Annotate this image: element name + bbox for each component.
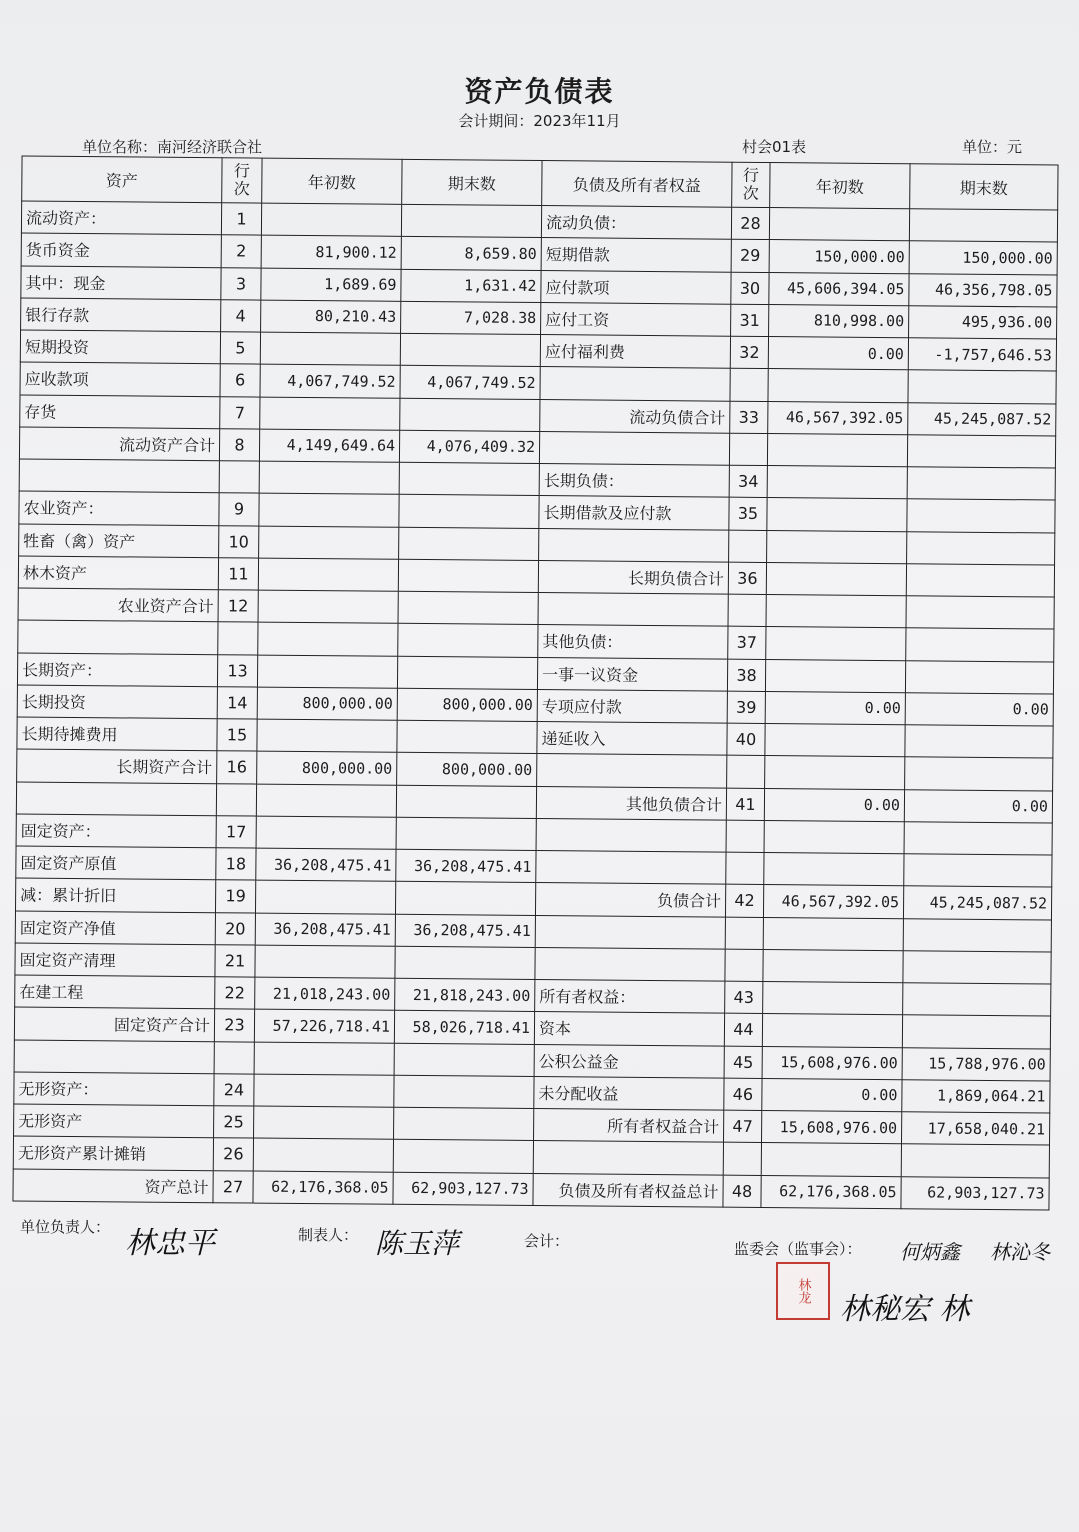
asset-end-value: 21,818,243.00 [395,978,535,1011]
asset-line-no: 7 [220,396,260,429]
asset-label: 银行存款 [21,298,221,332]
liability-line-no: 45 [724,1046,762,1079]
liability-line-no [723,1142,761,1175]
liability-begin-value: 150,000.00 [769,240,909,273]
liability-label [538,593,728,627]
liability-begin-value: 810,998.00 [769,304,909,337]
liability-end-value: 150,000.00 [909,241,1057,275]
asset-line-no: 4 [221,299,261,332]
liability-label [537,754,727,788]
liability-label: 其他负债： [538,625,728,659]
liability-label: 长期负债： [539,464,729,498]
liability-begin-value [763,917,903,950]
asset-line-no: 16 [217,751,257,784]
asset-begin-value [259,493,399,526]
asset-line-no: 5 [220,332,260,365]
asset-begin-value: 36,208,475.41 [255,913,395,946]
liability-line-no: 40 [727,723,765,756]
asset-line-no: 2 [221,235,261,268]
liability-end-value [903,950,1051,984]
liability-begin-value [764,820,904,853]
asset-end-value [396,785,536,818]
asset-end-value: 62,903,127.73 [393,1172,533,1206]
asset-label: 无形资产 [14,1104,214,1138]
header-liabilities: 负债及所有者权益 [542,161,732,208]
asset-end-value [397,720,537,753]
supervisor-signature-2: 林沁冬 [990,1240,1050,1264]
maker-signature: 陈玉萍 [375,1227,460,1260]
asset-end-value: 4,076,409.32 [399,430,539,463]
red-seal-stamp: 林龙 [776,1262,830,1320]
liability-begin-value [763,981,903,1014]
liability-end-value [907,499,1055,533]
asset-end-value [399,462,539,495]
liability-begin-value: 0.00 [765,691,905,724]
asset-line-no: 25 [214,1106,254,1139]
asset-label: 长期资产合计 [17,749,217,783]
asset-begin-value [257,719,397,752]
asset-label: 长期待摊费用 [17,717,217,751]
asset-end-value [396,817,536,850]
liability-label [539,528,729,562]
supervisor-label: 监委会（监事会）： [734,1240,862,1258]
liability-end-value: 45,245,087.52 [903,886,1051,920]
asset-end-value: 36,208,475.41 [395,914,535,947]
liability-line-no: 29 [731,239,769,272]
asset-label: 长期投资 [17,685,217,719]
asset-begin-value: 36,208,475.41 [256,848,396,881]
liability-label [533,1141,723,1175]
liability-begin-value: 0.00 [768,337,908,370]
liability-begin-value: 15,608,976.00 [761,1110,901,1143]
liability-end-value [901,1144,1049,1178]
liability-label: 应付款项 [541,270,731,304]
liability-line-no: 33 [730,401,768,434]
asset-begin-value: 1,689.69 [261,268,401,301]
asset-label: 在建工程 [15,975,215,1009]
liability-line-no [726,820,764,853]
liability-line-no: 46 [724,1078,762,1111]
liability-line-no [728,594,766,627]
asset-end-value [399,495,539,528]
liability-line-no: 44 [724,1013,762,1046]
liability-line-no: 28 [731,207,769,240]
asset-begin-value: 57,226,718.41 [254,1009,394,1042]
asset-label: 固定资产原值 [16,846,216,880]
asset-label: 应收款项 [20,362,220,396]
liability-begin-value [765,659,905,692]
asset-label: 固定资产： [16,814,216,848]
header-begin: 年初数 [770,163,910,209]
liability-end-value [905,725,1053,759]
liability-begin-value: 45,606,394.05 [769,272,909,305]
liability-begin-value [765,756,905,789]
accountant-label: 会计： [524,1232,570,1250]
liability-line-no [726,852,764,885]
asset-begin-value [260,397,400,430]
asset-begin-value: 800,000.00 [257,751,397,784]
header-end: 期末数 [910,164,1058,210]
liability-line-no: 36 [728,562,766,595]
asset-label: 其中：现金 [21,265,221,299]
liability-line-no [729,433,767,466]
header-end: 期末数 [402,159,542,205]
asset-begin-value: 81,900.12 [261,235,401,268]
liability-end-value: 15,788,976.00 [902,1047,1050,1081]
liability-line-no: 41 [726,788,764,821]
asset-end-value: 800,000.00 [397,753,537,786]
liability-label [536,851,726,885]
liability-begin-value [766,562,906,595]
asset-end-value [394,1043,534,1076]
liability-label: 所有者权益： [535,980,725,1014]
liability-line-no [725,917,763,950]
liability-begin-value: 46,567,392.05 [763,885,903,918]
liability-begin-value: 0.00 [764,788,904,821]
asset-line-no [219,461,259,494]
asset-label [16,781,216,815]
asset-end-value: 8,659.80 [401,237,541,270]
liability-end-value [904,854,1052,888]
asset-line-no: 1 [221,203,261,236]
asset-begin-value [254,1042,394,1075]
asset-label: 固定资产净值 [15,910,215,944]
liability-end-value [905,660,1053,694]
asset-label: 固定资产清理 [15,943,215,977]
liability-line-no: 48 [723,1175,761,1208]
asset-begin-value [260,332,400,365]
currency-unit: 单位：元 [962,138,1023,156]
asset-label: 存货 [20,394,220,428]
liability-label: 专项应付款 [537,689,727,723]
asset-end-value: 58,026,718.41 [394,1011,534,1044]
liability-end-value [907,434,1055,468]
liability-begin-value [767,466,907,499]
asset-begin-value: 4,149,649.64 [259,429,399,462]
asset-begin-value [259,526,399,559]
liability-label [540,367,730,401]
liability-begin-value [768,369,908,402]
header-line: 行次 [222,158,262,203]
asset-begin-value [257,655,397,688]
liability-end-value [903,983,1051,1017]
liability-end-value: 62,903,127.73 [901,1176,1049,1210]
header-line: 行次 [732,162,770,207]
asset-end-value [397,656,537,689]
asset-begin-value: 62,176,368.05 [253,1171,393,1205]
asset-label: 短期投资 [20,330,220,364]
asset-end-value [394,1107,534,1140]
asset-label: 减：累计折旧 [15,878,215,912]
asset-line-no: 19 [215,880,255,913]
liability-line-no: 37 [728,626,766,659]
asset-line-no [216,783,256,816]
liability-end-value [907,531,1055,565]
liability-line-no: 35 [729,497,767,530]
asset-label: 林木资产 [18,556,218,590]
liability-line-no [725,949,763,982]
asset-line-no: 15 [217,719,257,752]
asset-begin-value: 800,000.00 [257,687,397,720]
asset-end-value [399,527,539,560]
liability-end-value: 17,658,040.21 [901,1112,1049,1146]
form-number: 村会01表 [742,138,807,156]
liability-label: 公积公益金 [534,1044,724,1078]
liability-end-value: 495,936.00 [909,305,1057,339]
asset-end-value: 36,208,475.41 [396,849,536,882]
asset-label: 流动资产合计 [19,427,219,461]
asset-label: 无形资产累计摊销 [13,1136,213,1170]
asset-begin-value: 4,067,749.52 [260,364,400,397]
asset-end-value [394,1075,534,1108]
asset-begin-value [254,1074,394,1107]
asset-line-no: 12 [218,590,258,623]
liability-end-value [902,1015,1050,1049]
asset-end-value [393,1140,533,1173]
asset-line-no [218,622,258,655]
liability-begin-value: 15,608,976.00 [762,1046,902,1079]
liability-end-value [905,757,1053,791]
maker-label: 制表人： [298,1226,359,1244]
liability-begin-value [767,530,907,563]
asset-begin-value [255,880,395,913]
liability-line-no [727,755,765,788]
liability-label: 负债及所有者权益总计 [533,1173,723,1207]
asset-line-no: 10 [219,525,259,558]
accounting-period: 会计期间：2023年11月 [458,112,621,130]
liability-begin-value [766,627,906,660]
asset-begin-value [256,816,396,849]
liability-label [539,431,729,465]
liability-line-no: 47 [723,1110,761,1143]
asset-end-value [400,333,540,366]
liability-label: 其他负债合计 [536,786,726,820]
liability-end-value [907,467,1055,501]
asset-end-value [400,398,540,431]
liability-end-value: 46,356,798.05 [909,273,1057,307]
liability-label: 应付福利费 [540,335,730,369]
asset-line-no [214,1041,254,1074]
liability-label [535,915,725,949]
asset-begin-value [253,1138,393,1171]
asset-begin-value [255,945,395,978]
asset-end-value: 800,000.00 [397,688,537,721]
asset-line-no: 27 [213,1170,253,1203]
liability-begin-value [764,853,904,886]
liability-begin-value [766,595,906,628]
liability-begin-value [765,724,905,757]
header-asset: 资产 [22,156,222,203]
asset-label: 流动资产： [21,201,221,235]
asset-line-no: 6 [220,364,260,397]
liability-end-value: 45,245,087.52 [908,402,1056,436]
asset-line-no: 21 [215,944,255,977]
liability-label: 流动负债合计 [540,399,730,433]
header-begin: 年初数 [262,158,402,204]
asset-line-no: 9 [219,493,259,526]
asset-label: 货币资金 [21,233,221,267]
asset-label [19,459,219,493]
liability-label [535,947,725,981]
asset-label: 资产总计 [13,1168,213,1202]
asset-line-no: 3 [221,267,261,300]
liability-begin-value [761,1143,901,1176]
asset-end-value [395,946,535,979]
asset-end-value [398,624,538,657]
liability-begin-value [762,1014,902,1047]
asset-end-value: 7,028.38 [401,301,541,334]
liability-end-value: 1,869,064.21 [902,1079,1050,1113]
asset-label: 农业资产： [19,491,219,525]
liability-end-value: 0.00 [905,692,1053,726]
liability-end-value [906,596,1054,630]
liability-begin-value: 62,176,368.05 [761,1175,901,1209]
asset-end-value [395,882,535,915]
liability-line-no [730,368,768,401]
asset-line-no: 20 [215,912,255,945]
liability-begin-value [769,208,909,241]
liability-label: 递延收入 [537,722,727,756]
liability-label: 长期负债合计 [538,560,728,594]
liability-label: 长期借款及应付款 [539,496,729,530]
asset-begin-value [258,558,398,591]
asset-line-no: 24 [214,1073,254,1106]
liability-begin-value [767,433,907,466]
asset-line-no: 13 [217,654,257,687]
asset-line-no: 23 [214,1009,254,1042]
liability-begin-value [767,498,907,531]
liability-end-value [906,628,1054,662]
head-signature: 林忠平 [125,1226,215,1261]
asset-line-no: 26 [213,1138,253,1171]
asset-end-value [401,204,541,237]
asset-line-no: 8 [219,428,259,461]
asset-begin-value [256,784,396,817]
liability-line-no [729,530,767,563]
extra-signature: 林秘宏 林 [840,1292,970,1327]
asset-begin-value [258,622,398,655]
asset-begin-value [254,1106,394,1139]
asset-begin-value: 21,018,243.00 [255,977,395,1010]
document-title: 资产负债表 [464,75,615,108]
liability-label: 负债合计 [535,883,725,917]
asset-end-value [398,591,538,624]
liability-end-value [909,209,1057,243]
asset-line-no: 14 [217,686,257,719]
liability-end-value: -1,757,646.53 [908,338,1056,372]
liability-line-no: 38 [727,659,765,692]
liability-line-no: 42 [725,884,763,917]
asset-label: 固定资产合计 [14,1007,214,1041]
asset-label: 无形资产： [14,1072,214,1106]
liability-line-no: 32 [730,336,768,369]
asset-label [18,620,218,654]
liability-label: 应付工资 [541,302,731,336]
liability-begin-value [763,949,903,982]
unit-name: 单位名称：南河经济联合社 [82,138,263,156]
balance-sheet-table [12,155,1058,1210]
table-body [13,201,1058,1210]
liability-line-no: 30 [731,272,769,305]
asset-label: 牲畜（禽）资产 [19,523,219,557]
asset-end-value [398,559,538,592]
asset-label: 农业资产合计 [18,588,218,622]
asset-line-no: 17 [216,815,256,848]
liability-line-no: 39 [727,691,765,724]
liability-label: 一事一议资金 [537,657,727,691]
liability-line-no: 31 [731,304,769,337]
head-label: 单位负责人： [20,1218,111,1236]
asset-label [14,1039,214,1073]
liability-line-no: 34 [729,465,767,498]
asset-begin-value [258,590,398,623]
liability-label: 所有者权益合计 [534,1109,724,1143]
liability-line-no: 43 [725,981,763,1014]
liability-label: 未分配收益 [534,1076,724,1110]
liability-end-value [903,918,1051,952]
liability-begin-value: 46,567,392.05 [768,401,908,434]
liability-begin-value: 0.00 [762,1078,902,1111]
asset-label: 长期资产： [17,652,217,686]
liability-end-value: 0.00 [904,789,1052,823]
liability-end-value [906,563,1054,597]
liability-end-value [904,821,1052,855]
liability-label [536,818,726,852]
supervisor-signature-1: 何炳鑫 [900,1240,960,1264]
asset-begin-value: 80,210.43 [261,300,401,333]
asset-begin-value [261,203,401,236]
liability-label: 资本 [534,1012,724,1046]
liability-label: 流动负债： [541,206,731,240]
asset-end-value: 4,067,749.52 [400,366,540,399]
asset-begin-value [259,461,399,494]
asset-line-no: 18 [216,848,256,881]
asset-line-no: 22 [215,977,255,1010]
asset-line-no: 11 [218,557,258,590]
asset-end-value: 1,631.42 [401,269,541,302]
liability-end-value [908,370,1056,404]
liability-label: 短期借款 [541,238,731,272]
